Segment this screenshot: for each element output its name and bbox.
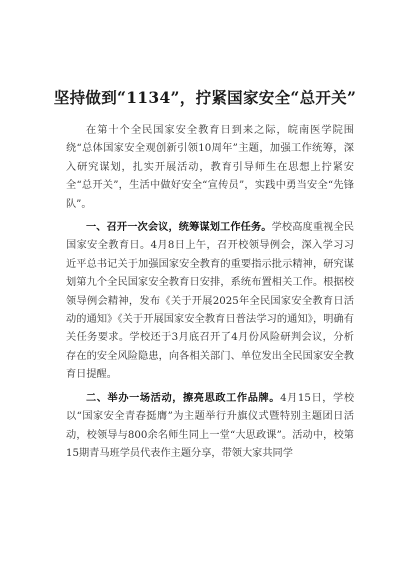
paragraph-text: 学校高度重视全民国家安全教育日。4月8日上午，召开校领导例会，深入学习习近平总书记关于加强国家安全教育的重要指示批示精神，研究谋划第九个全民国家安全教育日安排，系统布置相关工作。根据校领导例会精神，发布《关于开展2025年全民国家安全教育日活动的通知》《关于开展国家安全教育日普法学习的通知》，明确有关任务要求。学校还于3月底召开了4月份风险研判会议，分析存在的安全风险隐患，向各相关部门、单位发出全民国家安全教育日提醒。 xyxy=(66,222,354,381)
document-body xyxy=(66,121,354,463)
section-heading-2: 二、举办一场活动，擦亮思政工作品牌。 xyxy=(86,391,281,404)
paragraph-text: 4月15日，学校以“国家安全青春挺膺”为主题举行升旗仪式暨特别主题团日活动，校领导与800余名师生同上一堂“大思政课”。活动中，校第15期青马班学员代表作主题分享，带领大家共同学 xyxy=(66,392,355,459)
paragraph-section-2 xyxy=(66,389,354,464)
section-heading-1: 一、召开一次会议，统筹谋划工作任务。 xyxy=(86,221,272,234)
document-title: 坚持做到“1134”，拧紧国家安全“总开关” xyxy=(53,88,357,107)
paragraph-text: 在第十个全民国家安全教育日到来之际，皖南医学院围绕“总体国家安全观创新引领10周年”主题，加强工作统筹，深入研究谋划，扎实开展活动，教育引导师生在思想上拧紧安全“总开关”，生活中做好安全“宣传员”，实践中勇当安全“先锋队”。 xyxy=(66,125,354,210)
paragraph-intro xyxy=(66,121,354,214)
paragraph-section-1 xyxy=(66,218,354,385)
